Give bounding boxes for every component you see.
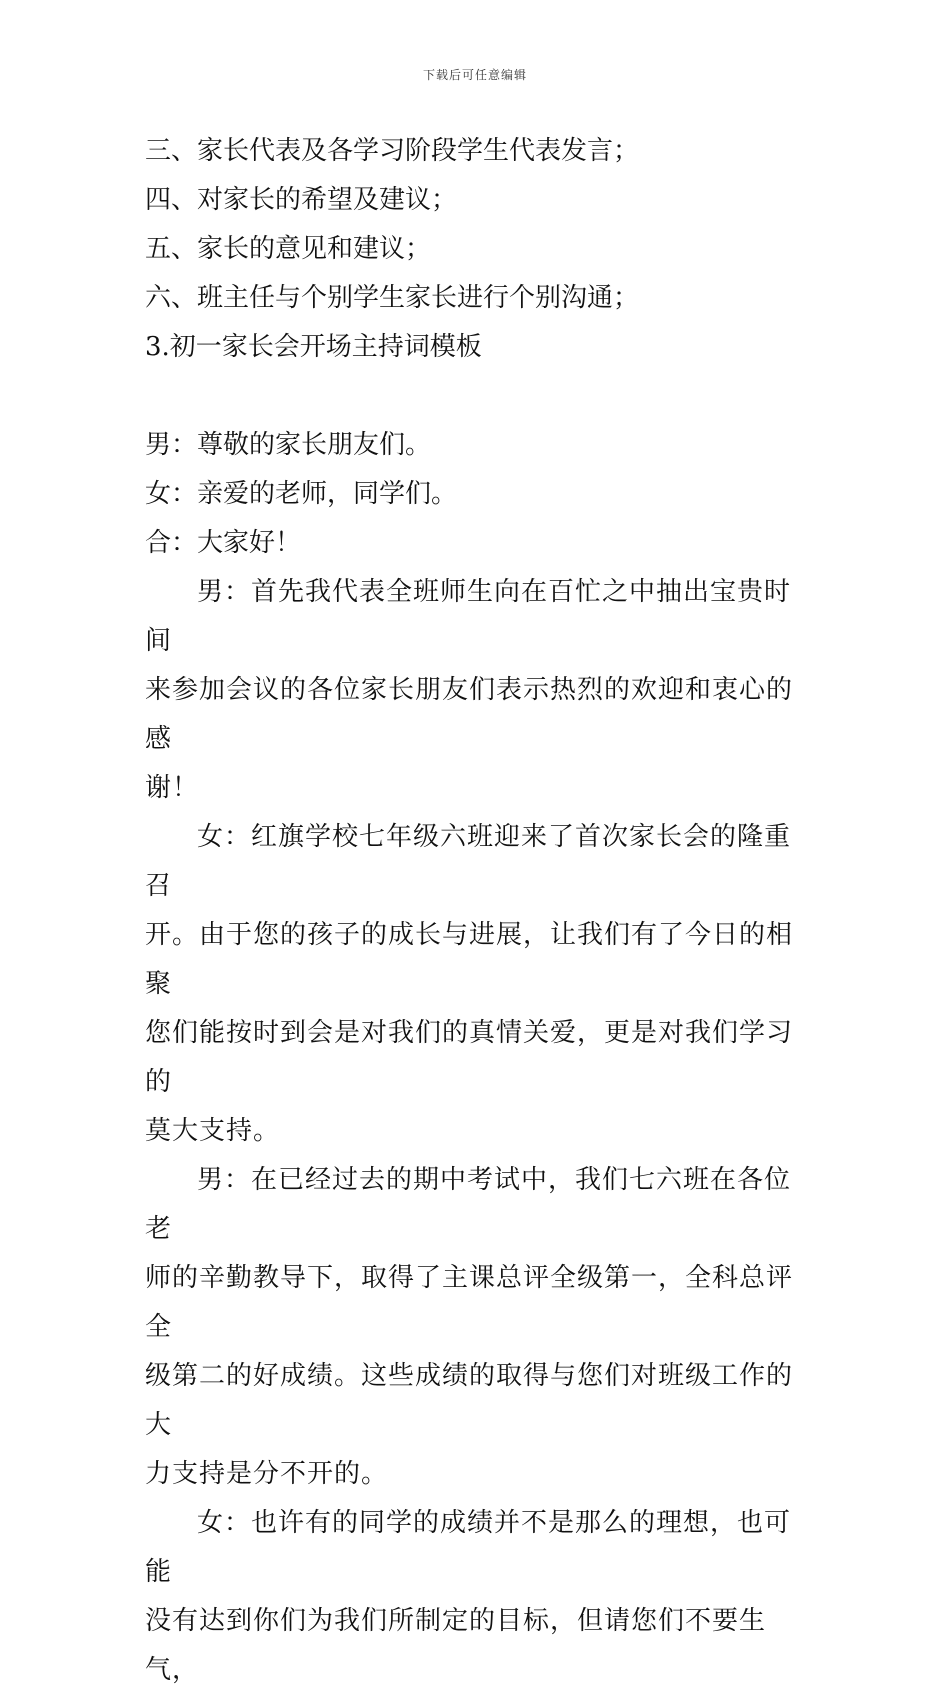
agenda-item: 四、对家长的希望及建议；	[145, 185, 458, 215]
blank-line	[145, 372, 810, 421]
paragraph-line: 男：在已经过去的期中考试中，我们七六班在各位老	[145, 1165, 792, 1244]
greeting-line: 女：亲爱的老师，同学们。	[145, 479, 458, 509]
greeting-line: 合：大家好！	[145, 528, 302, 558]
paragraph-line: 来参加会议的各位家长朋友们表示热烈的欢迎和衷心的感	[145, 675, 794, 754]
page-header: 下载后可任意编辑	[422, 68, 527, 82]
paragraph-line: 谢！	[145, 773, 200, 803]
greeting-line: 男：尊敬的家长朋友们。	[145, 430, 432, 460]
paragraph	[145, 1499, 810, 1695]
paragraph-line: 男：首先我代表全班师生向在百忙之中抽出宝贵时间	[145, 577, 792, 656]
paragraph	[145, 1156, 810, 1499]
paragraph	[145, 813, 810, 1156]
agenda-item: 五、家长的意见和建议；	[145, 234, 432, 264]
paragraph-line: 莫大支持。	[145, 1116, 281, 1146]
paragraph-line: 级第二的好成绩。这些成绩的取得与您们对班级工作的大	[145, 1361, 794, 1440]
paragraph-line: 女：也许有的同学的成绩并不是那么的理想，也可能	[145, 1508, 792, 1587]
agenda-item: 三、家长代表及各学习阶段学生代表发言；	[145, 136, 640, 166]
section-title: 3.初一家长会开场主持词模板	[145, 332, 482, 362]
agenda-item: 六、班主任与个别学生家长进行个别沟通；	[145, 283, 640, 313]
paragraph-line: 没有达到你们为我们所制定的目标，但请您们不要生气，	[145, 1606, 767, 1685]
document-body	[145, 127, 810, 1695]
paragraph-line: 女：红旗学校七年级六班迎来了首次家长会的隆重召	[145, 822, 792, 901]
paragraph	[145, 568, 810, 813]
paragraph-line: 师的辛勤教导下，取得了主课总评全级第一，全科总评全	[145, 1263, 794, 1342]
paragraph-line: 您们能按时到会是对我们的真情关爱，更是对我们学习的	[145, 1018, 794, 1097]
paragraph-line: 开。由于您的孩子的成长与进展，让我们有了今日的相聚	[145, 920, 794, 999]
paragraph-line: 力支持是分不开的。	[145, 1459, 389, 1489]
